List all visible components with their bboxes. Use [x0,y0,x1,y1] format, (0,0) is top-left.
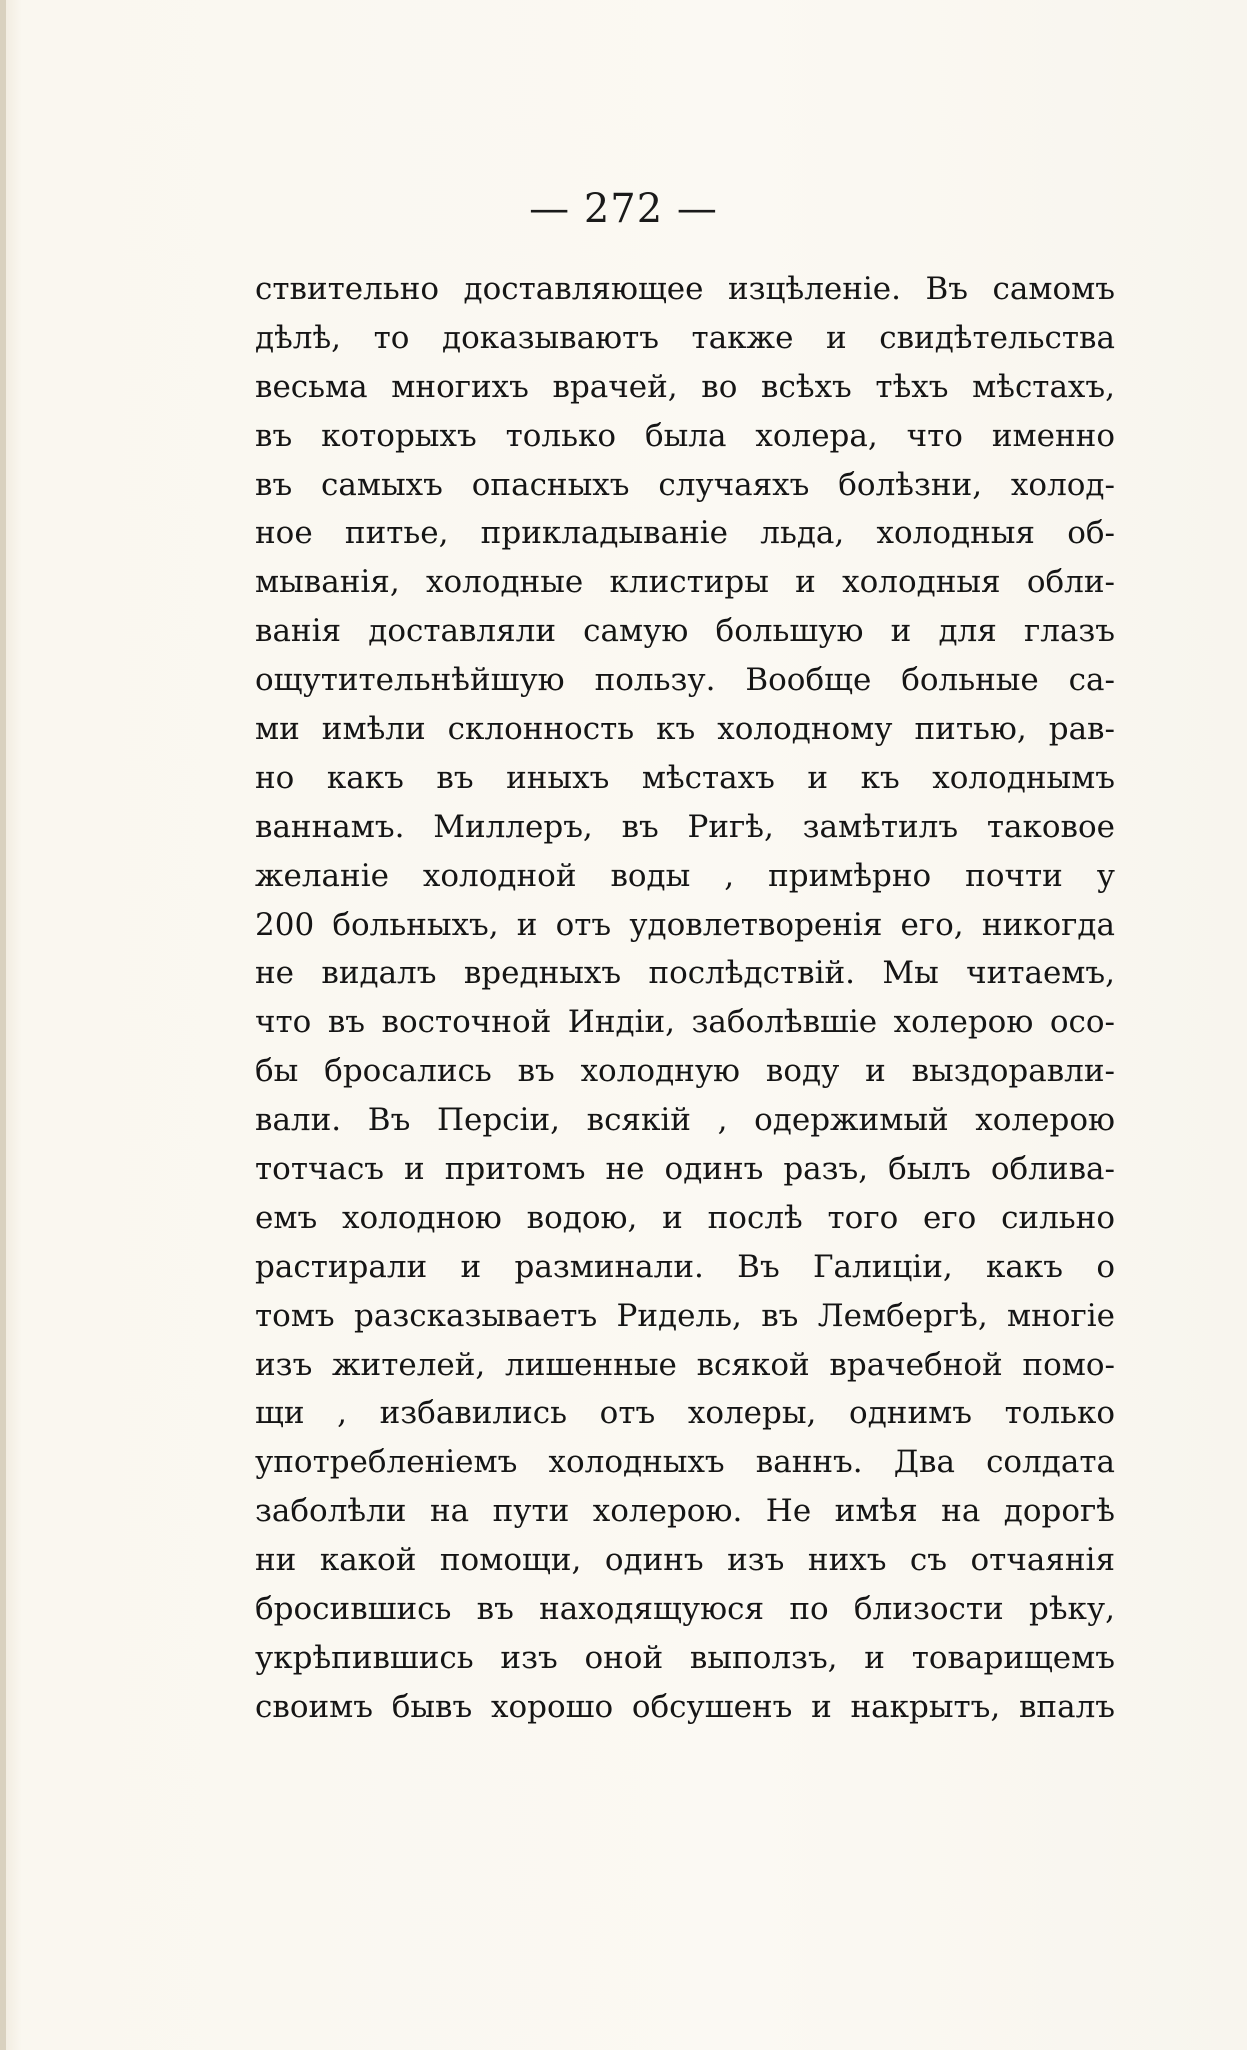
text-line: ощутительнѣйшую пользу. Вообще больные са- [255,662,1115,699]
text-line: бросившись въ находящуюся по близости рѣку, [255,1591,1115,1628]
page-edge [0,0,6,2050]
text-line: не видалъ вредныхъ послѣдствій. Мы читаемъ, [255,955,1115,992]
text-line: 200 больныхъ, и отъ удовлетворенія его, никогда [255,906,1115,943]
text-line: укрѣпившись изъ оной выползъ, и товарищемъ [255,1639,1115,1676]
text-line: изъ жителей, лишенные всякой врачебной помо- [255,1346,1115,1383]
text-line: въ самыхъ опасныхъ случаяхъ болѣзни, холод- [255,466,1115,503]
text-line: мыванія, холодные клистиры и холодныя обли- [255,564,1115,601]
text-line: что въ восточной Индіи, заболѣвшіе холерою осо- [255,1004,1115,1041]
text-line: дѣлѣ, то доказываютъ также и свидѣтельства [255,319,1115,356]
text-line: растирали и разминали. Въ Галиціи, какъ о [255,1248,1115,1285]
text-line: томъ разсказываетъ Ридель, въ Лембергѣ, многіе [255,1297,1115,1334]
body-text [255,265,1115,1732]
text-line: въ которыхъ только была холера, что именно [255,417,1115,454]
text-line: но какъ въ иныхъ мѣстахъ и къ холоднымъ [255,759,1115,796]
text-line: ное питье, прикладываніе льда, холодныя об- [255,515,1115,552]
text-line: заболѣли на пути холерою. Не имѣя на дорогѣ [255,1493,1115,1530]
text-line: ни какой помощи, одинъ изъ нихъ съ отчаянія [255,1542,1115,1579]
text-line: ванія доставляли самую большую и для глазъ [255,613,1115,650]
page-number: — 272 — [529,186,718,232]
text-line: емъ холодною водою, и послѣ того его сильно [255,1199,1115,1236]
text-line: употребленіемъ холодныхъ ваннъ. Два солдата [255,1444,1115,1481]
text-line: ваннамъ. Миллеръ, въ Ригѣ, замѣтилъ таковое [255,808,1115,845]
text-line: ствительно доставляющее изцѣленіе. Въ самомъ [255,271,1115,307]
text-line: бы бросались въ холодную воду и выздоравли- [255,1053,1115,1090]
text-line: весьма многихъ врачей, во всѣхъ тѣхъ мѣстахъ, [255,368,1115,405]
text-line: щи , избавились отъ холеры, однимъ только [255,1395,1115,1432]
text-line: своимъ бывъ хорошо обсушенъ и накрытъ, впалъ [255,1688,1115,1725]
text-line: желаніе холодной воды , примѣрно почти у [255,857,1115,894]
text-line: ми имѣли склонность къ холодному питью, рав- [255,711,1115,748]
text-line: тотчасъ и притомъ не одинъ разъ, былъ обливa- [255,1151,1115,1188]
text-line: вали. Въ Персіи, всякій , одержимый холерою [255,1102,1115,1139]
